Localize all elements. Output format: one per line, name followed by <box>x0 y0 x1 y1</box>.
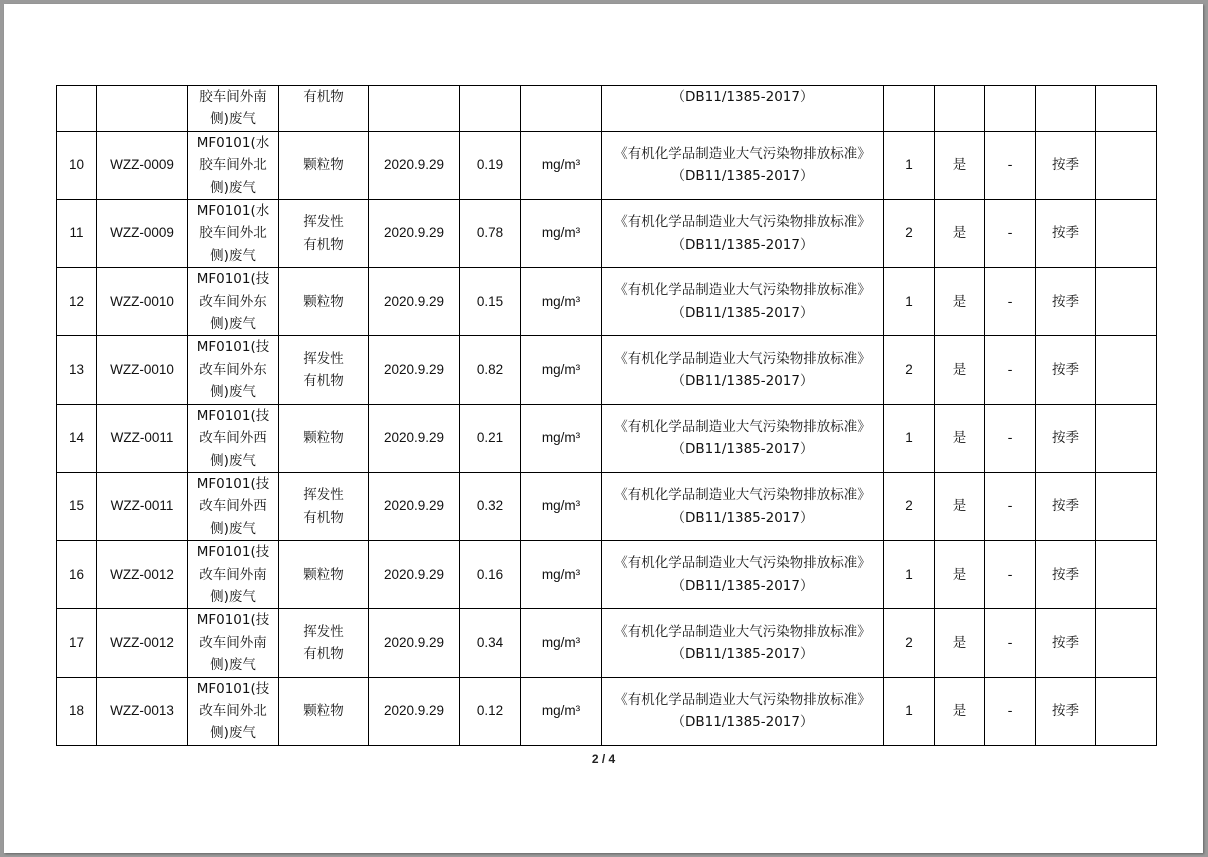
source-line: 改车间外南 <box>199 566 267 583</box>
cell-unit: mg/m³ <box>521 541 602 609</box>
cell-col12 <box>1036 86 1096 132</box>
source-line: 改车间外东 <box>199 361 267 378</box>
cell-pollutant <box>279 404 369 472</box>
cell-col11: - <box>985 131 1036 199</box>
cell-col11: - <box>985 472 1036 540</box>
cell-value: 0.16 <box>460 541 521 609</box>
cell-col13 <box>1096 268 1157 336</box>
cell-col13 <box>1096 677 1157 745</box>
cell-no: 16 <box>57 541 97 609</box>
cell-source <box>188 404 279 472</box>
pollutant-line: 有机物 <box>303 236 344 253</box>
cell-pollutant <box>279 131 369 199</box>
source-line: MF0101(技 <box>196 680 270 697</box>
cell-unit: mg/m³ <box>521 336 602 404</box>
cell-standard <box>602 336 884 404</box>
cell-col10: 是 <box>935 131 985 199</box>
source-line: 侧)废气 <box>210 179 256 196</box>
cell-date: 2020.9.29 <box>369 131 460 199</box>
standard-line: 《有机化学品制造业大气污染物排放标准》 <box>614 555 871 572</box>
standard-line: （DB11/1385-2017） <box>671 236 814 253</box>
cell-date: 2020.9.29 <box>369 336 460 404</box>
cell-col11: - <box>985 609 1036 677</box>
pollutant-line: 挥发性 <box>303 623 344 640</box>
cell-col12: 按季 <box>1036 404 1096 472</box>
table-row <box>57 268 1157 336</box>
source-line: 侧)废气 <box>210 247 256 264</box>
standard-line: （DB11/1385-2017） <box>671 168 814 185</box>
source-line: 改车间外南 <box>199 634 267 651</box>
standard-line: 《有机化学品制造业大气污染物排放标准》 <box>614 487 871 504</box>
cell-standard <box>602 472 884 540</box>
cell-col12: 按季 <box>1036 609 1096 677</box>
cell-col9: 1 <box>884 268 935 336</box>
cell-col10: 是 <box>935 609 985 677</box>
cell-no: 12 <box>57 268 97 336</box>
pollutant-line: 挥发性 <box>303 214 344 231</box>
cell-col9: 2 <box>884 200 935 268</box>
pollutant-line: 颗粒物 <box>303 293 344 310</box>
cell-col9: 2 <box>884 472 935 540</box>
cell-value: 0.32 <box>460 472 521 540</box>
pollutant-line: 有机物 <box>303 645 344 662</box>
cell-code: WZZ-0010 <box>97 336 188 404</box>
source-line: 侧)废气 <box>210 520 256 537</box>
cell-col13 <box>1096 609 1157 677</box>
standard-line: （DB11/1385-2017） <box>671 441 814 458</box>
source-line: 侧)废气 <box>210 452 256 469</box>
table-row <box>57 677 1157 745</box>
pollutant-line: 挥发性 <box>303 487 344 504</box>
cell-code: WZZ-0010 <box>97 268 188 336</box>
source-line: 改车间外东 <box>199 293 267 310</box>
cell-date <box>369 86 460 132</box>
cell-standard <box>602 677 884 745</box>
cell-unit: mg/m³ <box>521 200 602 268</box>
cell-no: 18 <box>57 677 97 745</box>
cell-col9: 1 <box>884 131 935 199</box>
cell-unit: mg/m³ <box>521 677 602 745</box>
cell-no <box>57 86 97 132</box>
source-line: 侧)废气 <box>210 384 256 401</box>
cell-value: 0.82 <box>460 336 521 404</box>
cell-col11: - <box>985 541 1036 609</box>
source-line: 侧)废气 <box>210 657 256 674</box>
cell-value: 0.21 <box>460 404 521 472</box>
cell-col10: 是 <box>935 677 985 745</box>
standard-line: 《有机化学品制造业大气污染物排放标准》 <box>614 282 871 299</box>
cell-col10: 是 <box>935 404 985 472</box>
standard-line: 《有机化学品制造业大气污染物排放标准》 <box>614 691 871 708</box>
cell-code: WZZ-0013 <box>97 677 188 745</box>
cell-col12: 按季 <box>1036 677 1096 745</box>
cell-standard <box>602 404 884 472</box>
cell-source <box>188 677 279 745</box>
cell-standard <box>602 200 884 268</box>
cell-date: 2020.9.29 <box>369 677 460 745</box>
cell-source <box>188 472 279 540</box>
pollutant-line: 挥发性 <box>303 350 344 367</box>
cell-col12: 按季 <box>1036 336 1096 404</box>
source-line: MF0101(技 <box>196 271 270 288</box>
pollutant-line: 有机物 <box>303 373 344 390</box>
cell-code: WZZ-0012 <box>97 541 188 609</box>
source-line: 胶车间外北 <box>199 157 267 174</box>
source-line: 侧)废气 <box>210 588 256 605</box>
cell-standard <box>602 131 884 199</box>
cell-pollutant <box>279 200 369 268</box>
cell-pollutant <box>279 677 369 745</box>
cell-source <box>188 200 279 268</box>
pollutant-line: 有机物 <box>303 509 344 526</box>
document-page <box>4 4 1203 853</box>
pollutant-line: 颗粒物 <box>303 566 344 583</box>
cell-col10: 是 <box>935 472 985 540</box>
cell-unit <box>521 86 602 132</box>
cell-col13 <box>1096 131 1157 199</box>
table-row <box>57 336 1157 404</box>
cell-unit: mg/m³ <box>521 268 602 336</box>
cell-col12: 按季 <box>1036 472 1096 540</box>
source-line: 胶车间外北 <box>199 225 267 242</box>
cell-code: WZZ-0009 <box>97 131 188 199</box>
table-row <box>57 541 1157 609</box>
standard-line: （DB11/1385-2017） <box>671 509 814 526</box>
cell-source <box>188 541 279 609</box>
monitoring-results-table <box>56 85 1157 746</box>
source-line: 改车间外西 <box>199 498 267 515</box>
cell-col9: 1 <box>884 404 935 472</box>
source-line: 侧)废气 <box>210 316 256 333</box>
cell-col11: - <box>985 404 1036 472</box>
source-line: MF0101(技 <box>196 544 270 561</box>
standard-line: 《有机化学品制造业大气污染物排放标准》 <box>614 418 871 435</box>
cell-standard <box>602 268 884 336</box>
standard-line: 《有机化学品制造业大气污染物排放标准》 <box>614 350 871 367</box>
cell-col11 <box>985 86 1036 132</box>
cell-pollutant <box>279 336 369 404</box>
cell-date: 2020.9.29 <box>369 472 460 540</box>
source-line: MF0101(技 <box>196 475 270 492</box>
cell-no: 15 <box>57 472 97 540</box>
standard-line: （DB11/1385-2017） <box>671 373 814 390</box>
cell-unit: mg/m³ <box>521 131 602 199</box>
cell-date: 2020.9.29 <box>369 609 460 677</box>
cell-unit: mg/m³ <box>521 404 602 472</box>
source-line: MF0101(水 <box>196 134 270 151</box>
cell-value: 0.12 <box>460 677 521 745</box>
cell-date: 2020.9.29 <box>369 404 460 472</box>
source-line: 改车间外北 <box>199 702 267 719</box>
cell-standard <box>602 609 884 677</box>
cell-code <box>97 86 188 132</box>
cell-col11: - <box>985 200 1036 268</box>
cell-no: 17 <box>57 609 97 677</box>
source-line: 改车间外西 <box>199 430 267 447</box>
cell-col13 <box>1096 472 1157 540</box>
cell-col9 <box>884 86 935 132</box>
cell-value: 0.34 <box>460 609 521 677</box>
source-line: 胶车间外南 <box>199 89 267 105</box>
cell-col12: 按季 <box>1036 541 1096 609</box>
source-line: 侧)废气 <box>210 725 256 742</box>
cell-col13 <box>1096 86 1157 132</box>
cell-col10: 是 <box>935 200 985 268</box>
cell-col10: 是 <box>935 336 985 404</box>
cell-col9: 1 <box>884 677 935 745</box>
cell-source <box>188 131 279 199</box>
cell-pollutant <box>279 472 369 540</box>
standard-line: （DB11/1385-2017） <box>671 645 814 662</box>
cell-value: 0.15 <box>460 268 521 336</box>
cell-code: WZZ-0011 <box>97 472 188 540</box>
cell-pollutant <box>279 609 369 677</box>
cell-no: 10 <box>57 131 97 199</box>
cell-standard <box>602 541 884 609</box>
cell-no: 11 <box>57 200 97 268</box>
cell-value: 0.78 <box>460 200 521 268</box>
cell-value: 0.19 <box>460 131 521 199</box>
table-row <box>57 131 1157 199</box>
cell-col10: 是 <box>935 268 985 336</box>
cell-no: 13 <box>57 336 97 404</box>
table-row <box>57 609 1157 677</box>
cell-col11: - <box>985 677 1036 745</box>
source-line: MF0101(水 <box>196 203 270 220</box>
standard-line: 《有机化学品制造业大气污染物排放标准》 <box>614 623 871 640</box>
table-body <box>57 86 1157 746</box>
cell-unit: mg/m³ <box>521 472 602 540</box>
table-row <box>57 200 1157 268</box>
cell-code: WZZ-0011 <box>97 404 188 472</box>
cell-date: 2020.9.29 <box>369 200 460 268</box>
cell-col9: 2 <box>884 336 935 404</box>
cell-col13 <box>1096 404 1157 472</box>
cell-pollutant: 有机物 <box>279 86 369 132</box>
cell-source <box>188 336 279 404</box>
standard-line: 《有机化学品制造业大气污染物排放标准》 <box>614 146 871 163</box>
cell-col13 <box>1096 541 1157 609</box>
cell-col13 <box>1096 200 1157 268</box>
page-number: 2 / 4 <box>591 752 616 766</box>
cell-col10: 是 <box>935 541 985 609</box>
standard-line: （DB11/1385-2017） <box>671 577 814 594</box>
cell-code: WZZ-0009 <box>97 200 188 268</box>
standard-line: 《有机化学品制造业大气污染物排放标准》 <box>614 214 871 231</box>
source-line: 侧)废气 <box>210 111 256 128</box>
cell-source <box>188 268 279 336</box>
source-line: MF0101(技 <box>196 339 270 356</box>
cell-col12: 按季 <box>1036 131 1096 199</box>
cell-col9: 1 <box>884 541 935 609</box>
cell-no: 14 <box>57 404 97 472</box>
cell-pollutant <box>279 268 369 336</box>
standard-line: （DB11/1385-2017） <box>671 304 814 321</box>
table-row-continued <box>57 86 1157 132</box>
cell-unit: mg/m³ <box>521 609 602 677</box>
cell-date: 2020.9.29 <box>369 541 460 609</box>
pollutant-line: 颗粒物 <box>303 157 344 174</box>
cell-date: 2020.9.29 <box>369 268 460 336</box>
cell-value <box>460 86 521 132</box>
cell-col12: 按季 <box>1036 268 1096 336</box>
cell-col11: - <box>985 268 1036 336</box>
cell-standard: （DB11/1385-2017） <box>602 86 884 132</box>
table-row <box>57 472 1157 540</box>
cell-source <box>188 609 279 677</box>
cell-code: WZZ-0012 <box>97 609 188 677</box>
source-line: MF0101(技 <box>196 612 270 629</box>
standard-line: （DB11/1385-2017） <box>671 714 814 731</box>
cell-col12: 按季 <box>1036 200 1096 268</box>
table-row <box>57 404 1157 472</box>
cell-col13 <box>1096 336 1157 404</box>
cell-col10 <box>935 86 985 132</box>
cell-col11: - <box>985 336 1036 404</box>
cell-col9: 2 <box>884 609 935 677</box>
cell-pollutant <box>279 541 369 609</box>
source-line: MF0101(技 <box>196 407 270 424</box>
pollutant-line: 颗粒物 <box>303 702 344 719</box>
cell-source <box>188 86 279 132</box>
pollutant-line: 颗粒物 <box>303 430 344 447</box>
